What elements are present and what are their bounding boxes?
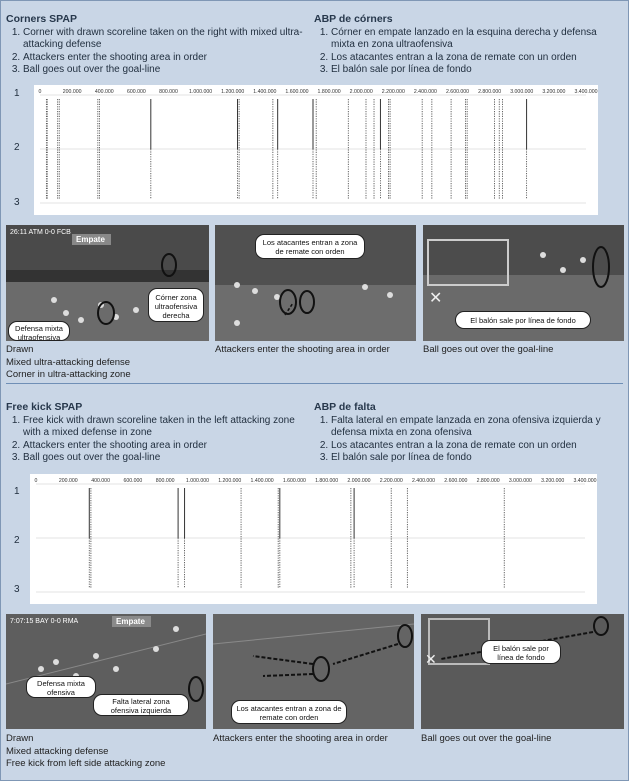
english-item: 1. Corner with drawn scoreline taken on the right with mixed ultra-attacking defense bbox=[23, 27, 306, 52]
x-tick-label: 1.400.000 bbox=[250, 478, 274, 484]
corners-section bbox=[0, 0, 629, 383]
caption-freekick bbox=[6, 733, 211, 771]
spanish-description bbox=[314, 401, 614, 465]
x-tick-label: 2.200.000 bbox=[381, 89, 405, 95]
match-photo-freekick bbox=[6, 614, 206, 729]
spanish-item: 2. Los atacantes entran a la zona de remate con un orden bbox=[331, 440, 614, 453]
scoreline-tag: Empate bbox=[72, 234, 111, 245]
english-title: Corners SPAP bbox=[6, 13, 77, 25]
x-tick-label: 3.400.000 bbox=[573, 478, 597, 484]
x-tick-label: 600.000 bbox=[126, 89, 146, 95]
x-tick-label: 2.400.000 bbox=[413, 89, 437, 95]
x-tick-label: 1.200.000 bbox=[221, 89, 245, 95]
caption-line: Drawn bbox=[6, 344, 34, 355]
x-tick-label: 1.400.000 bbox=[253, 89, 277, 95]
x-tick-label: 2.800.000 bbox=[478, 89, 502, 95]
caption-goal-line bbox=[423, 344, 628, 357]
section-divider bbox=[6, 383, 623, 384]
spanish-item: 3. El balón sale por línea de fondo bbox=[331, 64, 614, 77]
x-tick-label: 2.000.000 bbox=[349, 89, 373, 95]
x-tick-label: 3.000.000 bbox=[510, 89, 534, 95]
callout-attackers: Los atacantes entran a zona de remate con orden bbox=[231, 700, 347, 724]
x-tick-label: 1.000.000 bbox=[185, 478, 210, 484]
x-tick-label: 2.600.000 bbox=[445, 89, 470, 95]
match-photo-attackers bbox=[215, 225, 416, 341]
x-tick-label: 2.400.000 bbox=[411, 478, 436, 484]
x-tick-label: 400.000 bbox=[94, 89, 114, 95]
caption-attackers bbox=[213, 733, 418, 746]
row-label: 2 bbox=[14, 142, 20, 153]
spanish-item: 3. El balón sale por línea de fondo bbox=[331, 452, 614, 465]
caption-goal-line bbox=[421, 733, 626, 746]
caption-attackers bbox=[215, 344, 420, 357]
scoreboard: 7:07:15 BAY 0-0 RMA bbox=[10, 618, 79, 625]
x-tick-label: 200.000 bbox=[62, 89, 82, 95]
spanish-title: ABP de falta bbox=[314, 401, 376, 413]
timeline-chart bbox=[0, 474, 629, 604]
x-tick-label: 3.200.000 bbox=[542, 89, 566, 95]
chart-plot-area bbox=[34, 85, 598, 215]
match-photo-goalline bbox=[421, 614, 624, 729]
callout-goal-line: El balón sale por línea de fondo bbox=[481, 640, 561, 664]
caption-line: Attackers enter the shooting area in order bbox=[213, 733, 388, 744]
timeline-svg bbox=[30, 474, 597, 604]
english-item: 2. Attackers enter the shooting area in order bbox=[23, 52, 306, 65]
callout-freekick-zone: Falta lateral zona ofensiva izquierda bbox=[93, 694, 189, 716]
caption-line: Drawn bbox=[6, 733, 34, 744]
x-tick-label: 2.000.000 bbox=[347, 478, 371, 484]
row-label: 3 bbox=[14, 197, 20, 208]
chart-plot-area bbox=[30, 474, 597, 604]
english-item: 3. Ball goes out over the goal-line bbox=[23, 452, 306, 465]
spanish-description bbox=[314, 13, 614, 77]
callout-goal-line: El balón sale por línea de fondo bbox=[455, 311, 591, 329]
x-tick-label: 3.000.000 bbox=[508, 478, 532, 484]
match-photo-goalline bbox=[423, 225, 624, 341]
row-label: 1 bbox=[14, 486, 20, 497]
spanish-item: 2. Los atacantes entran a la zona de remate con un orden bbox=[331, 52, 614, 65]
scoreline-tag: Empate bbox=[112, 616, 151, 627]
x-tick-label: 200.000 bbox=[58, 478, 78, 484]
caption-line: Free kick from left side attacking zone bbox=[6, 758, 166, 769]
spanish-item: 1. Falta lateral en empate lanzada en zona ofensiva izquierda y defensa mixta en zona ofensiva bbox=[331, 415, 614, 440]
callout-mixed-defense: Defensa mixta ofensiva bbox=[26, 676, 96, 698]
x-tick-label: 2.200.000 bbox=[379, 478, 403, 484]
english-description bbox=[6, 13, 306, 77]
x-tick-label: 400.000 bbox=[91, 478, 110, 484]
x-tick-label: 1.200.000 bbox=[218, 478, 242, 484]
x-tick-label: 1.600.000 bbox=[285, 89, 309, 95]
x-tick-label: 800.000 bbox=[155, 478, 175, 484]
caption-line: Attackers enter the shooting area in order bbox=[215, 344, 390, 355]
x-tick-label: 3.200.000 bbox=[541, 478, 565, 484]
row-label: 2 bbox=[14, 535, 20, 546]
caption-line: Corner in ultra-attacking zone bbox=[6, 369, 131, 380]
x-tick-label: 1.000.000 bbox=[189, 89, 213, 95]
callout-corner-zone: Córner zona ultraofensiva derecha bbox=[148, 288, 204, 322]
caption-line: Ball goes out over the goal-line bbox=[423, 344, 554, 355]
x-tick-label: 1.800.000 bbox=[317, 89, 341, 95]
row-label: 1 bbox=[14, 88, 20, 99]
spanish-title: ABP de córners bbox=[314, 13, 393, 25]
english-title: Free kick SPAP bbox=[6, 401, 83, 413]
spanish-item: 1. Córner en empate lanzado en la esquina derecha y defensa mixta en zona ultraofensiva bbox=[331, 27, 614, 52]
goalline-scene-svg bbox=[421, 614, 624, 729]
x-tick-label: 0 bbox=[34, 478, 38, 484]
match-photo-attackers bbox=[213, 614, 414, 729]
freekick-section bbox=[0, 388, 629, 781]
caption-line: Mixed attacking defense bbox=[6, 745, 109, 757]
caption-line: Ball goes out over the goal-line bbox=[421, 733, 552, 744]
english-item: 1. Free kick with drawn scoreline taken in the left attacking zone with a mixed defense in zone bbox=[23, 415, 306, 440]
timeline-svg bbox=[34, 85, 598, 215]
x-tick-label: 2.600.000 bbox=[444, 478, 468, 484]
x-tick-label: 800.000 bbox=[159, 89, 178, 95]
callout-attackers: Los atacantes entran a zona de remate con orden bbox=[255, 234, 365, 259]
x-tick-label: 3.400.000 bbox=[574, 89, 598, 95]
x-tick-label: 1.600.000 bbox=[282, 478, 306, 484]
callout-mixed-defense: Defensa mixta ultraofensiva bbox=[8, 321, 70, 341]
caption-corner bbox=[6, 344, 206, 382]
english-item: 2. Attackers enter the shooting area in order bbox=[23, 440, 306, 453]
row-label: 3 bbox=[14, 584, 20, 595]
match-photo-corner bbox=[6, 225, 209, 341]
x-tick-label: 1.800.000 bbox=[315, 478, 339, 484]
svg-text:✕: ✕ bbox=[429, 290, 443, 307]
english-item: 3. Ball goes out over the goal-line bbox=[23, 64, 306, 77]
caption-line: Mixed ultra-attacking defense bbox=[6, 356, 131, 368]
x-tick-label: 600.000 bbox=[123, 478, 143, 484]
timeline-chart bbox=[0, 85, 629, 215]
x-tick-label: 0 bbox=[38, 89, 42, 95]
svg-text:✕: ✕ bbox=[425, 651, 437, 667]
english-description bbox=[6, 401, 306, 465]
x-tick-label: 2.800.000 bbox=[476, 478, 500, 484]
scoreboard: 26:11 ATM 0-0 FCB bbox=[10, 229, 71, 236]
